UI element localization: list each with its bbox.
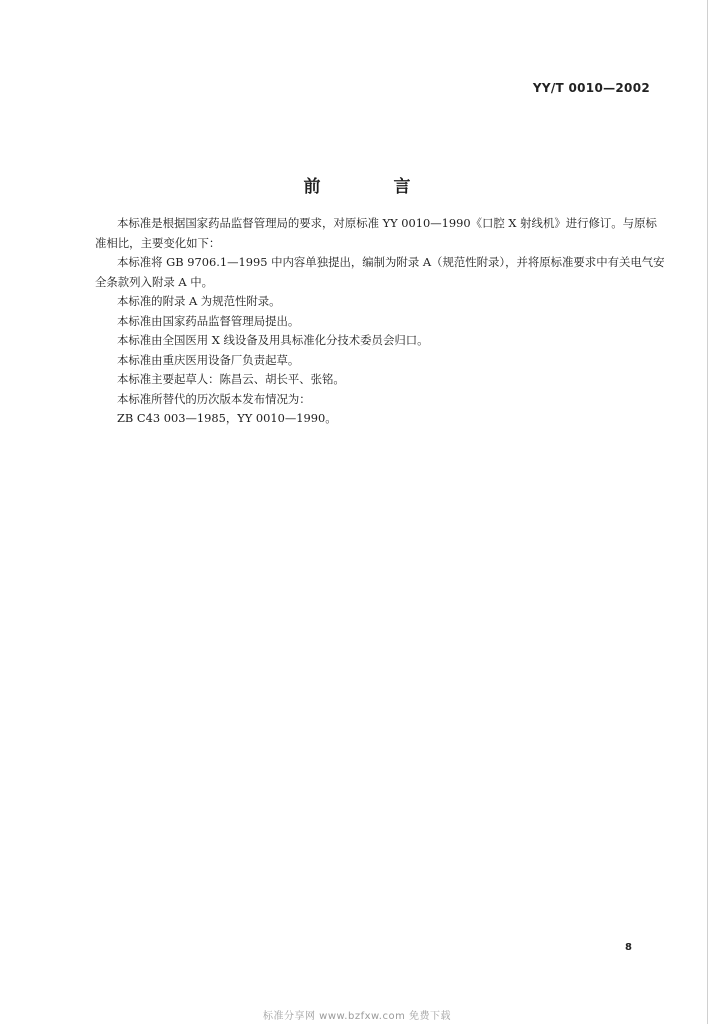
paragraph-replaced-versions-intro: 本标准所替代的历次版本发布情况为： [117, 391, 311, 406]
page-number: 8 [625, 942, 632, 953]
paragraph-main-change: 本标准将 GB 9706.1—1995 中内容单独提出，编制为附录 A（规范性附录），并将原标准要求中有关电气安全条款列入附录 A 中。 [95, 255, 665, 289]
paragraph-revision-basis: 本标准是根据国家药品监督管理局的要求，对原标准 YY 0010—1990《口腔 X 射线机》进行修订。与原标准相比，主要变化如下： [95, 216, 657, 250]
paragraph-drafting-unit: 本标准由重庆医用设备厂负责起草。 [117, 352, 300, 367]
paragraph-technical-committee: 本标准由全国医用 X 线设备及用具标准化分技术委员会归口。 [117, 333, 429, 347]
paragraph-replaced-versions: ZB C43 003—1985，YY 0010—1990。 [117, 411, 337, 425]
page-title: 前 言 [303, 177, 439, 197]
paragraph-proposed-by: 本标准由国家药品监督管理局提出。 [117, 313, 300, 328]
footer-watermark: 标准分享网 www.bzfxw.com 免费下载 [263, 1011, 451, 1022]
paragraph-drafters: 本标准主要起草人：陈昌云、胡长平、张铭。 [117, 372, 345, 386]
foreword-body [95, 214, 665, 429]
standard-code: YY/T 0010—2002 [532, 81, 650, 95]
scan-edge-line [707, 0, 708, 1024]
paragraph-annex: 本标准的附录 A 为规范性附录。 [117, 294, 281, 308]
